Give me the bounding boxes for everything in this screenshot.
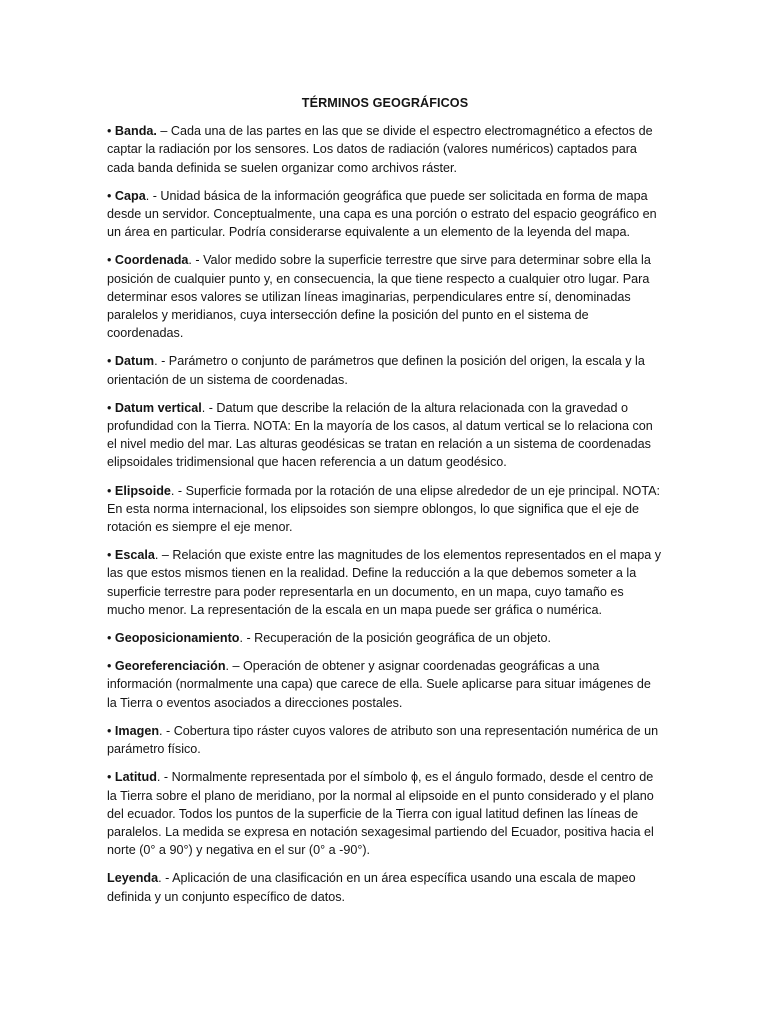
entry-term: Capa — [114, 188, 146, 203]
entry-bullet: • — [107, 548, 115, 563]
document-body — [107, 94, 663, 916]
entry-term: Latitud — [114, 770, 157, 785]
glossary-entry-leyenda — [107, 869, 663, 905]
glossary-entry-georeferenciacion — [107, 657, 663, 712]
entry-term: Datum — [114, 354, 155, 369]
entry-definition: . - Recuperación de la posición geográfica de un objeto. — [239, 631, 552, 646]
document-title: TÉRMINOS GEOGRÁFICOS — [301, 96, 469, 110]
glossary-entry-banda — [107, 122, 663, 177]
entry-definition: . – Relación que existe entre las magnitudes de los elementos representados en el mapa y las que estos mismos tienen en la realidad. Define la reducción a la que debemos someter a la superficie terrestre para poder representarla en un documento, en un mapa, cuyo tamaño es mucho menor. La representación de la escala en un mapa puede ser gráfica o numérica. — [107, 548, 661, 617]
entry-definition: . - Unidad básica de la información geográfica que puede ser solicitada en forma de mapa desde un servidor. Conceptualmente, una capa es una porción o estrato del espacio geográfico en un área en particular. Podría considerarse equivalente a un elemento de la leyenda del mapa. — [107, 188, 657, 240]
entry-bullet: • — [107, 124, 115, 139]
glossary-entry-coordenada — [107, 251, 663, 342]
entry-definition: . - Superficie formada por la rotación de una elipse alrededor de un eje principal. NOTA: En esta norma internacional, los elipsoides son siempre oblongos, lo que significa que el eje de rotación es siempre el eje menor. — [107, 483, 660, 535]
entry-term: Coordenada — [114, 253, 189, 268]
entry-bullet: • — [107, 659, 115, 674]
entry-bullet: • — [107, 770, 115, 785]
entry-term: Georeferenciación — [114, 659, 226, 674]
entry-bullet: • — [107, 483, 115, 498]
entry-definition: . – Operación de obtener y asignar coordenadas geográficas a una información (normalmente una capa) que carece de ella. Suele aplicarse para situar imágenes de la Tierra o eventos asociados a direcciones postales. — [107, 659, 651, 710]
entry-definition: . - Valor medido sobre la superficie terrestre que sirve para determinar sobre ella la posición de cualquier punto y, en consecuencia, la que tiene respecto a cualquier otro lugar. Para determinar esos valores se utilizan líneas imaginarias, perpendiculares entre sí, denominadas paralelos y meridianos, cuya intersección define la posición del punto en el sistema de coordenadas. — [107, 253, 651, 341]
entry-definition: . - Cobertura tipo ráster cuyos valores de atributo son una representación numérica de un parámetro físico. — [107, 723, 659, 757]
entry-term: Escala — [114, 548, 155, 563]
entry-definition: . - Parámetro o conjunto de parámetros que definen la posición del origen, la escala y la orientación de un sistema de coordenadas. — [107, 354, 645, 387]
glossary-entry-elipsoide — [107, 482, 663, 537]
entry-term: Imagen — [114, 723, 160, 738]
entry-definition: . - Normalmente representada por el símbolo ϕ, es el ángulo formado, desde el centro de la Tierra sobre el plano de meridiano, por la normal al elipsoide en el punto considerado y el plano del ecuador. Todos los puntos de la superficie de la Tierra con igual latitud definen las líneas de paralelos. La medida se expresa en notación sexagesimal partiendo del Ecuador, positiva hacia el norte (0° a 90°) y negativa en el sur (0° a -90°). — [107, 770, 654, 858]
glossary-entry-latitud — [107, 768, 663, 859]
entry-definition: . - Datum que describe la relación de la altura relacionada con la gravedad o profundidad con la Tierra. NOTA: En la mayoría de los casos, al datum vertical se lo relaciona con el nivel medio del mar. Las alturas geodésicas se tratan en relación a un sistema de coordenadas elipsoidales tridimensional que hacen referencia a un datum geodésico. — [107, 400, 653, 470]
entry-bullet: • — [107, 354, 115, 369]
entry-bullet: • — [107, 723, 115, 738]
entry-definition: . - Aplicación de una clasificación en un área específica usando una escala de mapeo definida y un conjunto específico de datos. — [107, 871, 636, 904]
entry-bullet: • — [107, 400, 115, 415]
glossary-entry-geoposicionamiento — [107, 629, 663, 647]
entry-term: Geoposicionamiento — [114, 631, 240, 646]
entry-bullet: • — [107, 253, 115, 268]
entry-bullet: • — [107, 631, 115, 646]
entry-definition: – Cada una de las partes en las que se divide el espectro electromagnético a efectos de captar la radiación por los sensores. Los datos de radiación (valores numéricos) captados para cada banda definida se suelen organizar como archivos ráster. — [107, 124, 653, 175]
entry-term: Elipsoide — [114, 483, 171, 498]
entry-term: Leyenda — [107, 871, 159, 886]
glossary-entry-escala — [107, 546, 663, 619]
entry-term: Datum vertical — [114, 400, 202, 415]
glossary-entry-capa — [107, 187, 663, 242]
entry-bullet: • — [107, 188, 115, 203]
glossary-entry-imagen — [107, 722, 663, 758]
glossary-entry-datum-vertical — [107, 399, 663, 472]
entry-term: Banda. — [114, 124, 157, 139]
glossary-entry-datum — [107, 352, 663, 388]
